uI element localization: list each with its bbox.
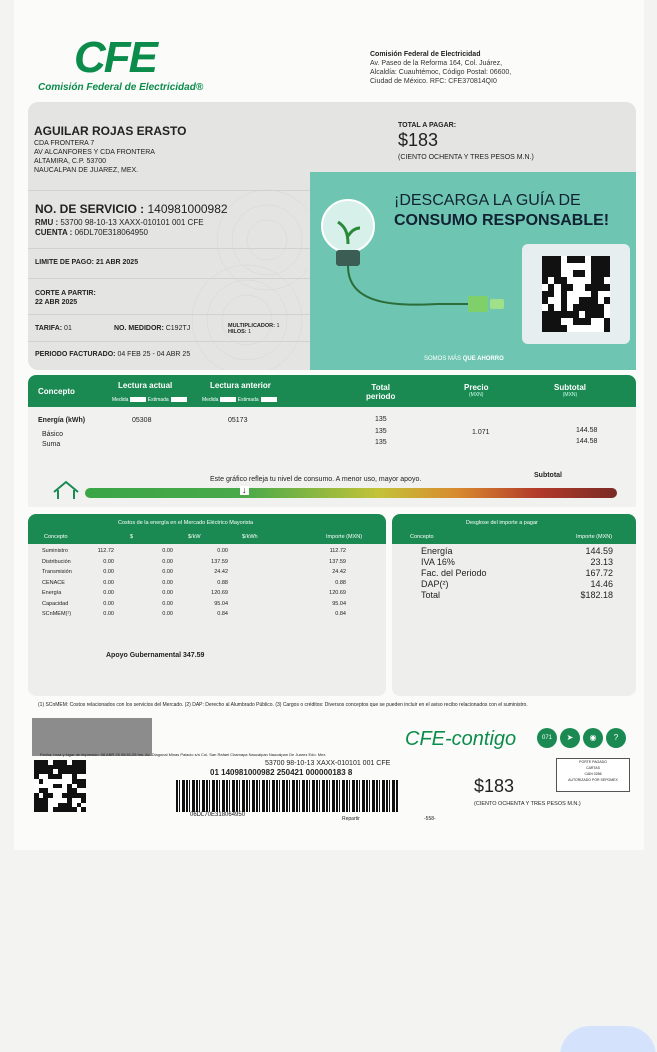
subtotal-caption: Subtotal <box>534 472 562 479</box>
footer-amount: $183 <box>474 776 515 796</box>
home-icon <box>52 480 80 500</box>
multiplicador <box>228 323 280 335</box>
checkbox-estimada <box>171 397 187 402</box>
costos-row-value: 0.84 <box>217 611 228 617</box>
desglose-row-importe: 14.46 <box>590 579 613 589</box>
cuenta-label: CUENTA : <box>35 228 73 237</box>
cfe-logo <box>38 33 204 96</box>
checkbox-estimada <box>261 397 277 402</box>
rmu-value: 53700 98-10-13 XAXX-010101 001 CFE <box>60 218 204 227</box>
medida-label: Medida <box>202 397 219 403</box>
corte-value: 22 ABR 2025 <box>35 299 78 306</box>
costos-row-concepto: Distribución <box>42 558 71 565</box>
total-label: Total <box>371 383 390 392</box>
service-number <box>35 202 228 216</box>
divider <box>28 190 310 191</box>
lectura-actual-value: 05308 <box>132 417 152 424</box>
costos-col: $/kWh <box>242 534 258 540</box>
porte-line: PORTE PAGADO <box>579 760 607 764</box>
promo-line-2: CONSUMO RESPONSABLE! <box>394 212 610 229</box>
costos-row-value: 0.84 <box>335 611 346 617</box>
cfe-contigo-logo <box>405 728 516 751</box>
row-subtotal: 144.58 <box>576 427 598 434</box>
qr-module <box>604 284 610 291</box>
costos-row-value: 137.59 <box>329 558 346 565</box>
divider <box>28 314 310 315</box>
costos-row-concepto: CENACE <box>42 579 65 586</box>
col-lectura-actual: Lectura actual <box>118 381 173 390</box>
row-subtotal: 144.58 <box>576 438 598 445</box>
medida-label: Medida <box>112 397 129 403</box>
medidor-label: NO. MEDIDOR: <box>114 325 164 332</box>
limite-value: 21 ABR 2025 <box>95 259 139 266</box>
costos-row-value: 0.00 <box>103 558 114 565</box>
company-line: Alcaldía: Cuauhtémoc, Código Postal: 06600, <box>370 69 512 76</box>
desglose-title: Desglose del importe a pagar <box>466 520 538 526</box>
costos-col: $/kW <box>188 534 201 540</box>
periodo-label: PERIODO FACTURADO: <box>35 351 116 358</box>
periodo <box>35 351 190 358</box>
costos-row-value: 0.00 <box>162 611 173 617</box>
subtotal-label: Subtotal <box>554 383 586 392</box>
porte-line: CAIN 0286 <box>584 772 602 776</box>
costos-row-value: 0.00 <box>162 558 173 565</box>
costos-title: Costos de la energía en el Mercado Eléctrico Mayorista <box>118 520 254 526</box>
costos-row-value: 24.42 <box>332 569 346 575</box>
col-precio <box>464 383 488 398</box>
estimada-label: Estimada <box>237 397 259 403</box>
multiplicador-value: 1 <box>276 323 280 329</box>
barcode-label: 06DL70E318064950 <box>190 812 246 818</box>
qr-module <box>604 311 610 318</box>
consumo-header <box>28 375 636 407</box>
hilos-label: HILOS: <box>228 329 247 335</box>
apoyo-gubernamental: Apoyo Gubernamental 347.59 <box>106 652 205 659</box>
desglose-row-importe: 167.72 <box>585 568 613 578</box>
costos-row-concepto: Energía <box>42 590 62 596</box>
social-icons <box>537 728 626 748</box>
costos-row-value: 112.72 <box>97 548 114 554</box>
porte-line: CARTAS <box>586 766 600 770</box>
qr-module <box>604 297 610 304</box>
costos-row-value: 0.00 <box>103 569 114 575</box>
reference-line-2: 01 140981000982 250421 000000183 8 <box>210 768 353 777</box>
divider <box>28 278 310 279</box>
desglose-row-concepto: IVA 16% <box>421 557 455 567</box>
qr-module <box>604 256 610 263</box>
footer-amount-words: (CIENTO OCHENTA Y TRES PESOS M.N.) <box>474 801 581 807</box>
qr-module <box>81 807 86 812</box>
tarifa-value: 01 <box>64 325 72 332</box>
row-concepto: Suma <box>42 441 61 448</box>
total-amount: $183 <box>398 130 439 150</box>
app-icon[interactable]: ◉ <box>583 728 603 748</box>
promo-line-1: ¡DESCARGA LA GUÍA DE <box>394 192 581 209</box>
costos-row-value: 112.72 <box>329 548 346 554</box>
costos-row-value: 120.69 <box>211 590 228 596</box>
costos-row-value: 0.00 <box>103 579 114 586</box>
costos-col: Concepto <box>44 534 68 540</box>
costos-row-value: 0.00 <box>103 590 114 596</box>
costos-row-value: 0.88 <box>335 579 346 586</box>
qr-module <box>604 270 610 277</box>
costos-row-value: 95.04 <box>214 600 228 607</box>
energia-label: Energía (kWh) <box>38 417 86 424</box>
reference-line-1: 53700 98-10-13 XAXX-010101 001 CFE <box>265 760 391 767</box>
costos-row-value: 0.00 <box>162 579 173 586</box>
costos-row-concepto: Suministro <box>42 548 68 554</box>
costos-row-value: 0.00 <box>162 600 173 607</box>
desglose-header <box>392 514 636 544</box>
row-total: 135 <box>375 428 387 435</box>
qr-module <box>604 291 610 298</box>
col-subtotal <box>554 383 586 398</box>
desglose-row-concepto: Energía <box>421 546 453 556</box>
costos-row-value: 137.59 <box>211 558 228 565</box>
repartir-label: Repartir <box>342 816 360 822</box>
consumo-level-bar <box>85 485 617 498</box>
qr-code-icon[interactable] <box>542 256 610 332</box>
desglose-col: Concepto <box>410 534 434 540</box>
divider <box>28 341 310 342</box>
medida-estimada <box>202 397 277 403</box>
medida-estimada <box>112 397 187 403</box>
costos-row-value: 0.00 <box>103 611 114 617</box>
col-lectura-anterior: Lectura anterior <box>210 381 271 390</box>
redacted-block <box>32 718 152 756</box>
medidor-value: C192TJ <box>165 325 191 332</box>
divider <box>28 248 310 249</box>
mxn-label: (MXN) <box>469 392 484 398</box>
col-concepto: Concepto <box>38 387 75 396</box>
lectura-anterior-value: 05173 <box>228 417 248 424</box>
costos-col: Importe (MXN) <box>326 534 363 540</box>
costos-row-concepto: Capacidad <box>42 600 69 607</box>
promo-tagline-b: QUE AHORRO <box>462 356 504 362</box>
promo-tagline-a: SOMOS MÁS <box>424 356 462 362</box>
desglose-row-importe: 144.59 <box>585 546 613 556</box>
address-line: NAUCALPAN DE JUAREZ, MEX. <box>34 167 139 174</box>
print-address: Fecha, hora y lugar de impresión: 08 ABR 25 05:51:25 hrs. Av. Diagonal Minas Palacio s/n Col. San Rafael Chamapa Naucalpan Naucalpan De Juarez Edo. Mex. <box>40 752 327 757</box>
porte-pagado-box <box>556 758 630 792</box>
costos-row-value: 0.00 <box>162 548 173 554</box>
limite-pago <box>35 259 138 266</box>
hilos-value: 1 <box>248 329 252 335</box>
promo-qr-card[interactable] <box>522 244 630 344</box>
address-line: ALTAMIRA, C.P. 53700 <box>34 158 106 165</box>
mxn-label: (MXN) <box>562 392 578 398</box>
costos-header <box>28 514 386 544</box>
costos-row-value: 120.69 <box>329 590 346 596</box>
company-line: Ciudad de México. RFC: CFE370814QI0 <box>370 78 497 85</box>
service-value: 140981000982 <box>147 202 228 216</box>
costos-row-value: 0.00 <box>162 569 173 575</box>
row-concepto: Básico <box>42 431 64 438</box>
tarifa <box>35 325 72 332</box>
consumo-bar-text: Este gráfico refleja tu nivel de consumo. A menor uso, mayor apoyo. <box>210 476 422 483</box>
costos-row-concepto: Transmisión <box>42 569 72 575</box>
costos-row-value: 0.88 <box>217 579 228 586</box>
medidor <box>114 325 190 332</box>
company-info <box>370 50 630 86</box>
precio-label: Precio <box>464 383 489 392</box>
desglose-col: Importe (MXN) <box>576 534 613 540</box>
costos-row-value: 24.42 <box>214 569 228 575</box>
qr-module <box>604 263 610 270</box>
qr-module <box>604 318 610 325</box>
customer-address <box>34 139 274 175</box>
total-label: TOTAL A PAGAR: <box>398 122 457 129</box>
service-label: NO. DE SERVICIO : <box>35 202 145 216</box>
desglose-row-concepto: Fac. del Periodo <box>421 568 487 578</box>
costos-row-value: 95.04 <box>332 600 346 607</box>
footnote: (1) SCnMEM: Costos relacionados con los servicios del Mercado. (2) DAP: Derecho al Alumbrado Público. (3) Cargos o créditos: Diversos conceptos que se pueden incluir en el aviso recibo relacionados con el suministro. <box>38 702 528 708</box>
checkbox-medida <box>220 397 236 402</box>
qr-code-icon[interactable] <box>34 760 86 812</box>
cuenta-value: 06DL70E318064950 <box>74 228 148 237</box>
desglose-row-importe: $182.18 <box>580 590 613 600</box>
checkbox-medida <box>130 397 146 402</box>
limite-label: LIMITE DE PAGO: <box>35 259 94 266</box>
logo-subtitle: Comisión Federal de Electricidad® <box>38 82 204 93</box>
address-line: CDA FRONTERA 7 <box>34 140 95 147</box>
promo-tagline <box>424 356 504 362</box>
logo-text: CFE <box>74 33 156 82</box>
company-name: Comisión Federal de Electricidad <box>370 51 481 58</box>
location-icon[interactable]: ? <box>606 728 626 748</box>
telegram-icon[interactable]: ➤ <box>560 728 580 748</box>
periodo-value: 04 FEB 25 - 04 ABR 25 <box>117 351 191 358</box>
total-words: (CIENTO OCHENTA Y TRES PESOS M.N.) <box>398 154 534 161</box>
barcode <box>176 780 398 812</box>
phone-icon[interactable]: 071 <box>537 728 557 748</box>
row-precio: 1.071 <box>472 429 490 436</box>
customer-name: AGUILAR ROJAS ERASTO <box>34 124 187 138</box>
contigo-a: CFE <box>405 728 445 750</box>
corte-label: CORTE A PARTIR: <box>35 290 96 297</box>
address-line: AV ALCANFORES Y CDA FRONTERA <box>34 149 155 156</box>
company-line: Av. Paseo de la Reforma 164, Col. Juárez, <box>370 60 503 67</box>
rmu-label: RMU : <box>35 218 59 227</box>
corner-overlay <box>560 1026 656 1052</box>
total-panel <box>310 102 636 172</box>
porte-line: AUTORIZADO POR SEPOMEX <box>568 778 618 782</box>
arrow-down-icon: ↓ <box>242 485 247 495</box>
corte-block <box>35 289 96 307</box>
costos-col: $ <box>130 534 134 540</box>
desglose-row-concepto: DAP(²) <box>421 579 449 589</box>
contigo-b: -contigo <box>445 728 517 750</box>
tarifa-label: TARIFA: <box>35 325 63 332</box>
periodo-label: periodo <box>366 392 396 401</box>
costos-row-value: 0.00 <box>162 590 173 596</box>
costos-row-value: 0.00 <box>217 548 228 554</box>
row-total: 135 <box>375 439 387 446</box>
costos-row-value: 0.00 <box>103 600 114 607</box>
qr-module <box>604 325 610 332</box>
route-number: -558- <box>424 816 436 822</box>
qr-module <box>604 304 610 311</box>
total-periodo-value: 135 <box>375 416 387 423</box>
estimada-label: Estimada <box>147 397 169 403</box>
desglose-row-concepto: Total <box>421 590 441 600</box>
desglose-row-importe: 23.13 <box>590 557 613 567</box>
rmu-block <box>35 218 204 238</box>
qr-module <box>604 277 610 284</box>
costos-row-concepto: SCnMEM(¹) <box>42 611 72 617</box>
col-total-periodo <box>366 383 395 401</box>
multiplicador-label: MULTIPLICADOR: <box>228 323 275 329</box>
